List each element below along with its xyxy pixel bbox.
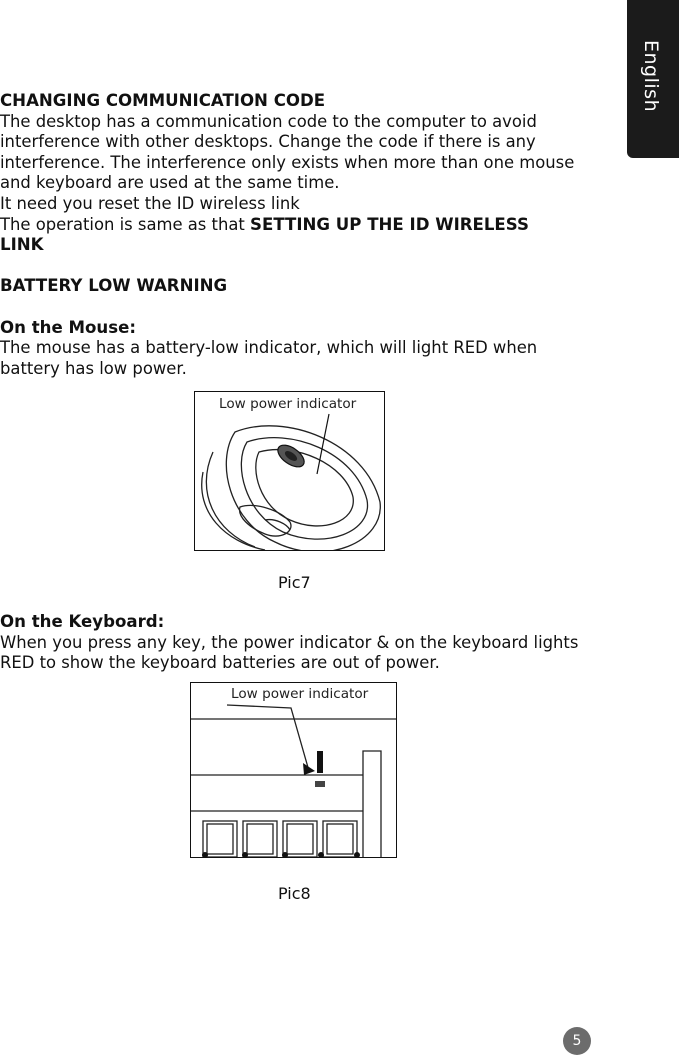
keyboard-line-1: When you press any key, the power indicator & on the keyboard lights: [0, 632, 579, 652]
page-number-badge: 5: [563, 1027, 591, 1055]
mouse-line-1: The mouse has a battery-low indicator, which will light RED when: [0, 338, 538, 358]
language-tab: [627, 0, 679, 158]
mouse-line-2: battery has low power.: [0, 358, 187, 378]
comm-line-7-bold: LINK: [0, 235, 44, 255]
comm-line-4: and keyboard are used at the same time.: [0, 173, 340, 193]
comm-line-6: [0, 215, 610, 236]
pic7-caption: Pic7: [278, 573, 311, 592]
comm-line-5: It need you reset the ID wireless link: [0, 193, 300, 213]
mouse-illustration: [195, 392, 384, 550]
keyboard-low-power-label: Low power indicator: [231, 686, 369, 702]
mouse-figure: [194, 391, 385, 551]
keyboard-section: [0, 612, 610, 674]
section-title-communication-code: CHANGING COMMUNICATION CODE: [0, 91, 326, 110]
keyboard-line-2: RED to show the keyboard batteries are out of power.: [0, 653, 440, 673]
comm-line-2: interference with other desktops. Change the code if there is any: [0, 132, 536, 152]
mouse-low-power-label: Low power indicator: [219, 396, 357, 412]
pic8-caption: Pic8: [278, 884, 311, 903]
comm-line-6-text: The operation is same as that: [0, 214, 251, 234]
subsection-title-mouse: On the Mouse:: [0, 317, 136, 337]
comm-line-3: interference. The interference only exists when more than one mouse: [0, 152, 575, 172]
section-title-battery-low: BATTERY LOW WARNING: [0, 276, 228, 296]
keyboard-illustration: [191, 683, 396, 857]
keyboard-figure: [190, 682, 397, 858]
page-body: [0, 91, 610, 379]
language-label: English: [640, 40, 662, 113]
comm-line-6-bold: SETTING UP THE ID WIRELESS: [250, 214, 529, 234]
comm-line-1: The desktop has a communication code to the computer to avoid: [0, 111, 537, 131]
subsection-title-keyboard: On the Keyboard:: [0, 612, 165, 631]
